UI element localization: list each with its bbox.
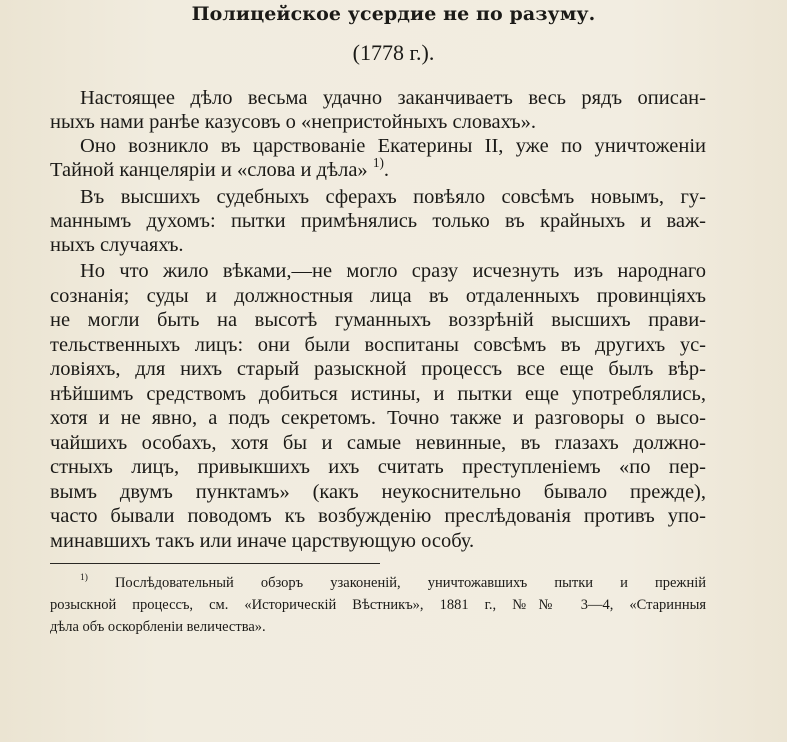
- footnote-line: [80, 574, 706, 592]
- text-line: минавшихъ такъ или иначе царствующую особу.: [50, 530, 475, 552]
- footnote-marker: 1): [80, 573, 88, 584]
- text-line: чайшихъ особахъ, хотя бы и самые невинные, въ глазахъ должно-: [50, 432, 706, 454]
- text-line: нѣйшимъ средствомъ добиться истины, и пытки еще употреблялись,: [50, 383, 706, 405]
- text-line: не могли быть на высотѣ гуманныхъ воззрѣній высшихъ прави-: [50, 309, 706, 331]
- footnote-line: дѣла объ оскорбленіи величества».: [50, 619, 266, 635]
- text-line: Но что жило вѣками,—не могло сразу исчезнуть изъ народнаго: [80, 260, 706, 282]
- chapter-title: Полицейское усердие не по разуму.: [191, 3, 596, 25]
- text-line: ныхъ нами ранѣе казусовъ о «непристойныхъ словахъ».: [50, 111, 537, 133]
- footnote-reference[interactable]: 1): [372, 154, 384, 170]
- text-line-end: .: [383, 159, 390, 181]
- text-line: Настоящее дѣло весьма удачно заканчиваетъ весь рядъ описан-: [80, 87, 706, 109]
- text-line: [50, 154, 706, 182]
- text-line: тельственныхъ лицъ: они были воспитаны совсѣмъ въ другихъ ус-: [50, 334, 706, 356]
- text-line: ныхъ случаяхъ.: [50, 234, 184, 256]
- chapter-year: (1778 г.).: [352, 40, 435, 65]
- text-line: ловіяхъ, для нихъ старый разыскной процессъ все еще былъ вѣр-: [50, 358, 706, 380]
- text-line: стныхъ лицъ, привыкшихъ ихъ считать преступленіемъ «по пер-: [50, 456, 706, 478]
- text-line: вымъ двумъ пунктамъ» (какъ неукоснительно бывало прежде),: [50, 481, 706, 503]
- text-line: хотя и не явно, а подъ секретомъ. Точно также и разговоры о высо-: [50, 407, 706, 429]
- text-line: сознанія; суды и должностныя лица въ отдаленныхъ провинціяхъ: [50, 285, 706, 307]
- footnote-text: Послѣдовательный обзоръ узаконеній, уничтожавшихъ пытки и прежній: [114, 575, 706, 591]
- text-line: часто бывали поводомъ къ возбужденію преслѣдованія противъ упо-: [50, 505, 706, 527]
- text-line: маннымъ духомъ: пытки примѣнялись только въ крайныхъ и важ-: [50, 210, 706, 232]
- footnote-line: розыскной процессъ, см. «Историческій Вѣстникъ», 1881 г., №№ 3—4, «Старинныя: [50, 597, 706, 613]
- text-line-part: Тайной канцеляріи и «слова и дѣла»: [50, 159, 373, 181]
- text-line: Оно возникло въ царствованіе Екатерины II, уже по уничтоженіи: [80, 135, 706, 157]
- footnote-divider: [50, 563, 380, 564]
- text-line: Въ высшихъ судебныхъ сферахъ повѣяло совсѣмъ новымъ, гу-: [80, 186, 706, 208]
